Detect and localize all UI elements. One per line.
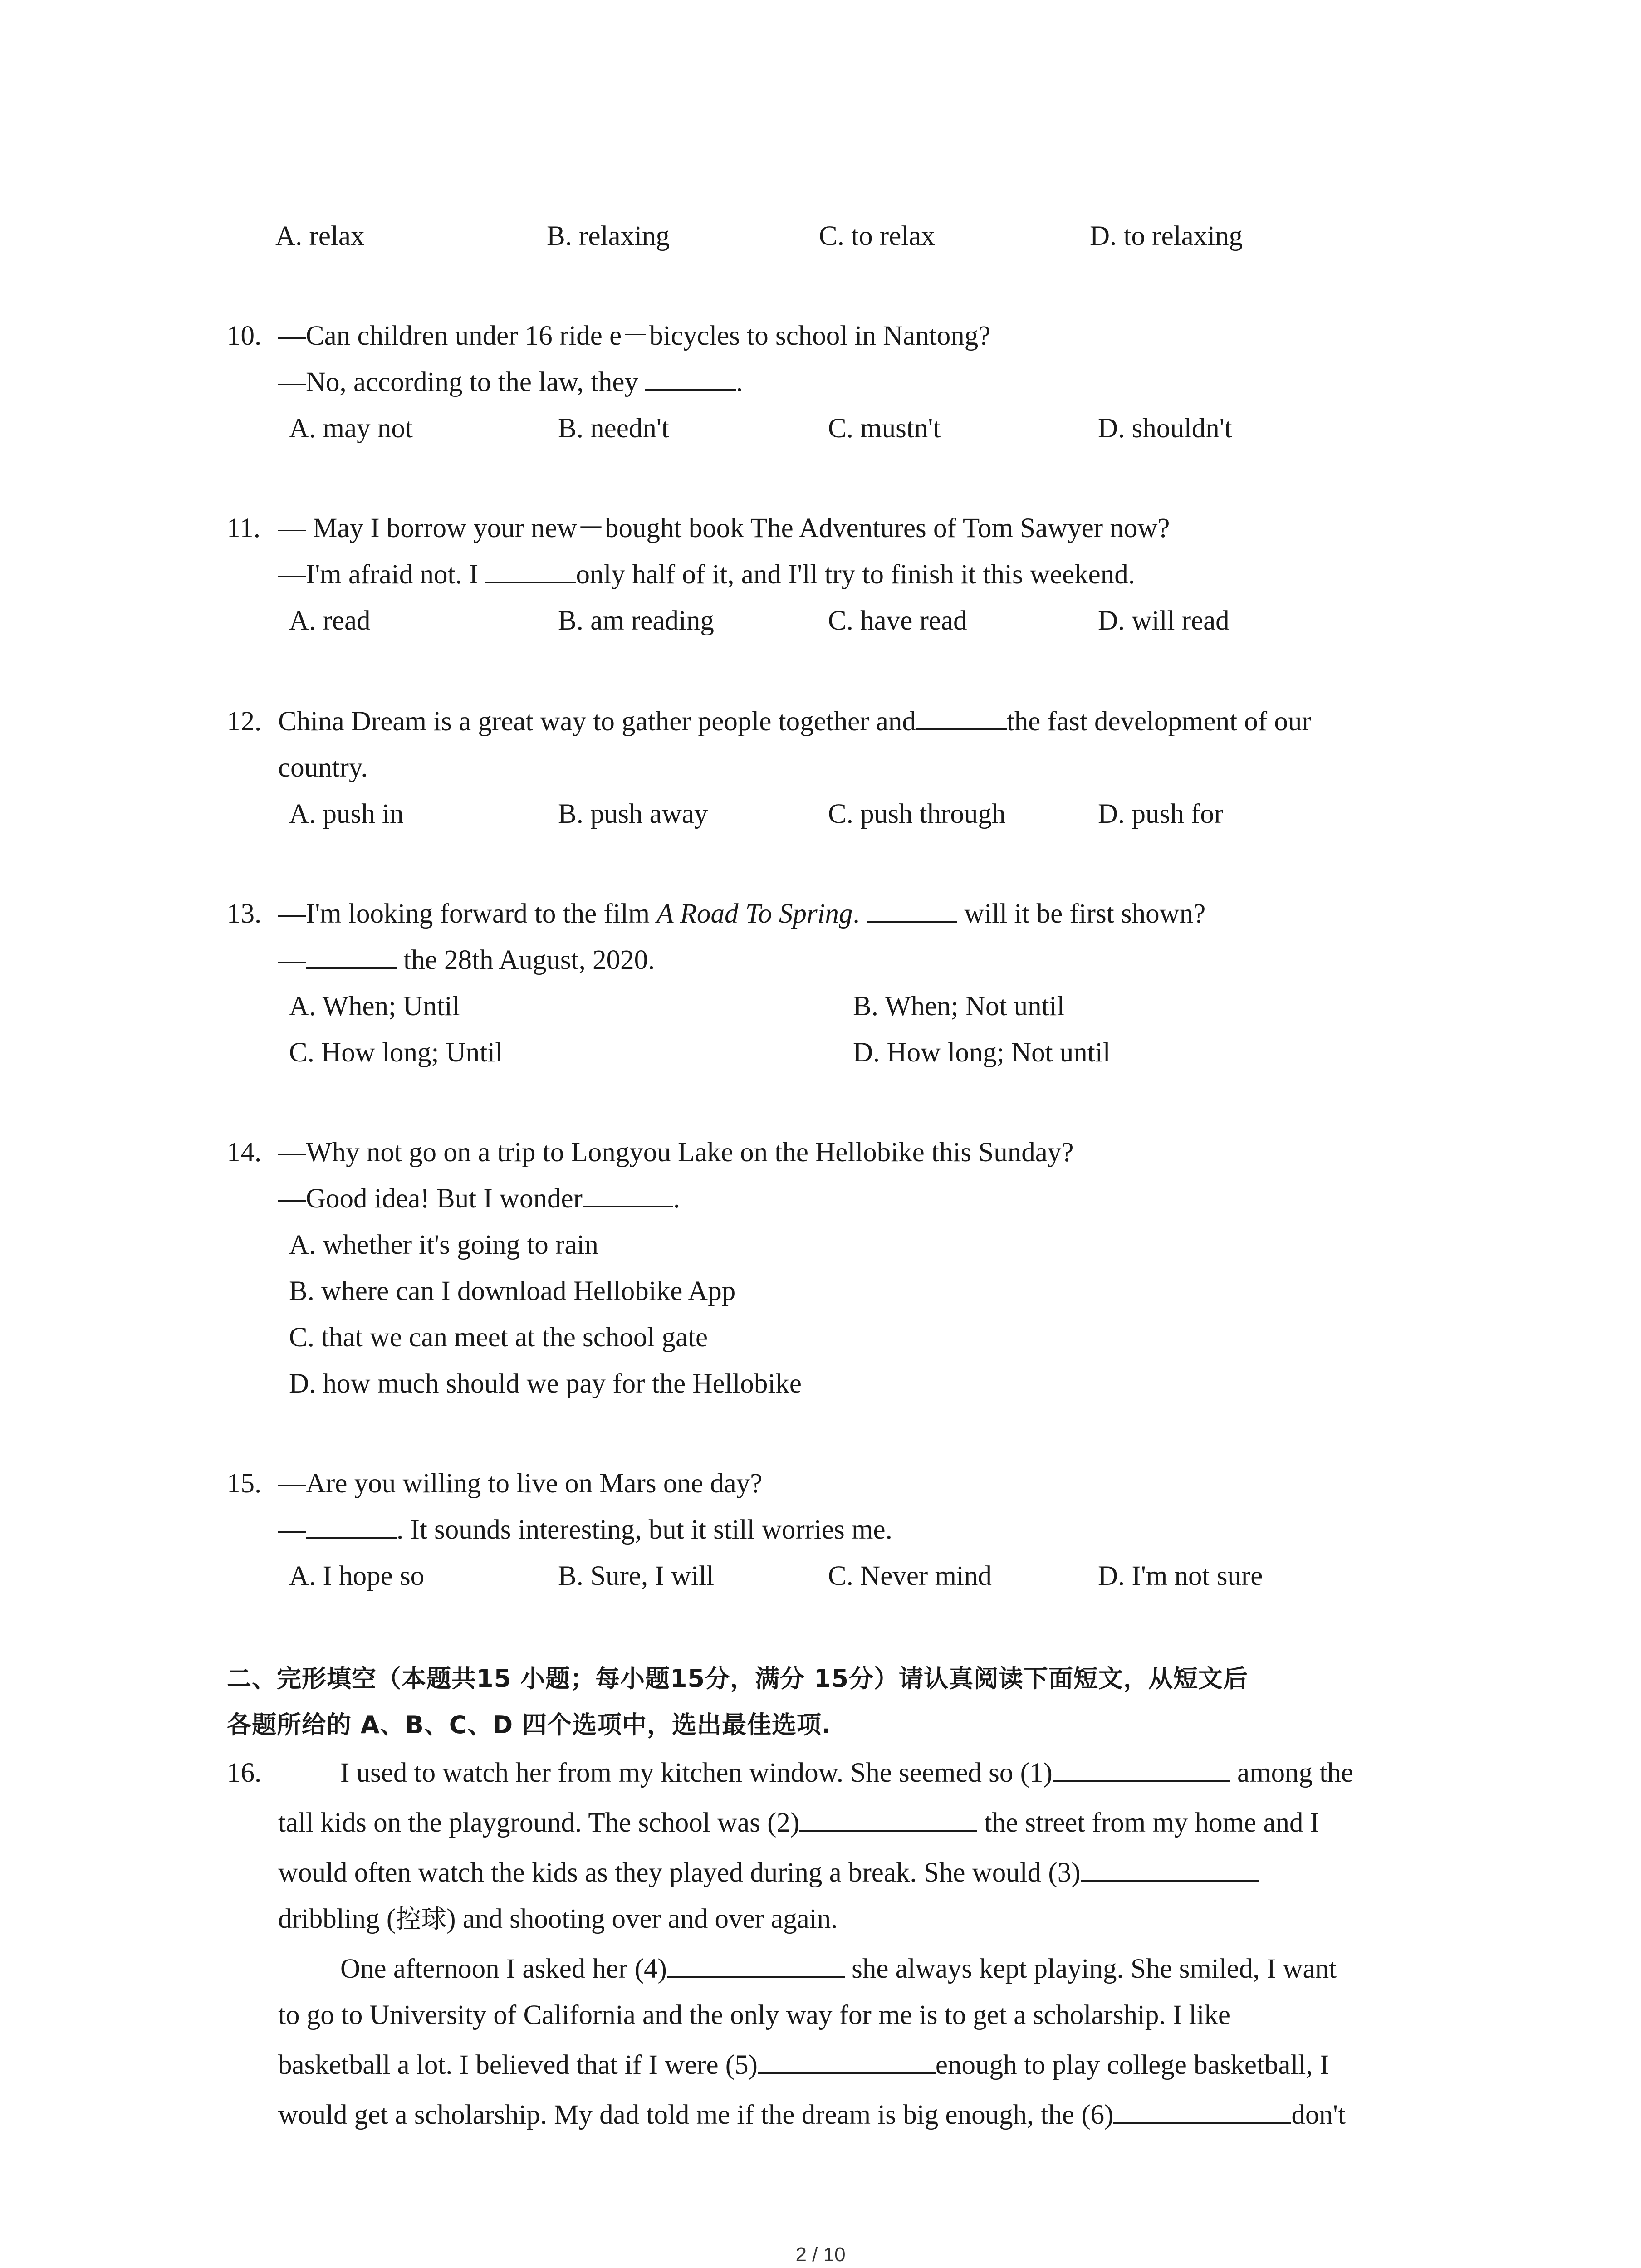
passage-line: to go to University of California and the only way for me is to get a scholarship. I like: [278, 2000, 1230, 2030]
q15-option-a[interactable]: A. I hope so: [289, 1561, 425, 1591]
q12-option-b[interactable]: B. push away: [558, 799, 708, 829]
question-prompt: —Why not go on a trip to Longyou Lake on the Hellobike this Sunday?: [278, 1137, 1074, 1168]
section-heading-line-1: 二、完形填空（本题共15 小题；每小题15分，满分 15分）请认真阅读下面短文，从短文后: [227, 1664, 1249, 1693]
passage-text: would often watch the kids as they played during a break. She would (3): [278, 1857, 1081, 1888]
q15-option-b[interactable]: B. Sure, I will: [558, 1561, 714, 1591]
question-answer-line: [278, 359, 743, 405]
passage-text: enough to play college basketball, I: [935, 2050, 1329, 2080]
cloze-blank-3[interactable]: [1081, 1852, 1259, 1882]
question-prompt: [278, 891, 1205, 937]
q13-option-c[interactable]: C. How long; Until: [289, 1037, 503, 1068]
question-prompt: [278, 699, 1311, 744]
passage-text: One afternoon I asked her (4): [340, 1954, 667, 1984]
cloze-blank-6[interactable]: [1113, 2094, 1291, 2124]
q14-option-c[interactable]: C. that we can meet at the school gate: [289, 1322, 708, 1353]
q14-option-d[interactable]: D. how much should we pay for the Hellobike: [289, 1369, 802, 1399]
q10-option-d[interactable]: D. shouldn't: [1098, 413, 1232, 444]
cloze-blank-4[interactable]: [667, 1948, 845, 1978]
answer-blank[interactable]: [306, 1509, 397, 1539]
question-answer-line: [278, 937, 655, 983]
q14-option-b[interactable]: B. where can I download Hellobike App: [289, 1276, 736, 1306]
passage-line: [278, 2042, 1329, 2088]
passage-line: [340, 1750, 1353, 1796]
answer-blank[interactable]: [306, 939, 397, 969]
prompt-text-middle: .: [852, 899, 867, 929]
q14-option-a[interactable]: A. whether it's going to rain: [289, 1230, 598, 1260]
answer-blank[interactable]: [645, 361, 736, 391]
answer-text-after: only half of it, and I'll try to finish it this weekend.: [576, 559, 1135, 590]
passage-line: [278, 2092, 1346, 2138]
passage-line: [278, 1896, 838, 1942]
passage-text: she always kept playing. She smiled, I want: [844, 1954, 1337, 1984]
q9-option-a[interactable]: A. relax: [275, 221, 365, 251]
question-answer-line: [278, 1507, 892, 1553]
prompt-text-before: China Dream is a great way to gather people together and: [278, 706, 916, 737]
page-indicator: 2 / 10: [795, 2244, 846, 2266]
q11-option-b[interactable]: B. am reading: [558, 606, 714, 636]
q10-option-c[interactable]: C. mustn't: [828, 413, 941, 444]
film-title: A Road To Spring: [656, 899, 853, 929]
chinese-gloss: 控球: [396, 1905, 447, 1934]
passage-text: I used to watch her from my kitchen window. She seemed so (1): [340, 1758, 1053, 1788]
passage-text: tall kids on the playground. The school was (2): [278, 1808, 800, 1838]
q10-option-b[interactable]: B. needn't: [558, 413, 669, 444]
answer-text-before: —: [278, 1515, 306, 1545]
q12-option-c[interactable]: C. push through: [828, 799, 1006, 829]
prompt-text-before: —I'm looking forward to the film: [278, 899, 657, 929]
question-number: 14.: [227, 1137, 262, 1168]
q11-option-c[interactable]: C. have read: [828, 606, 967, 636]
answer-text-after: the 28th August, 2020.: [397, 945, 655, 975]
question-prompt: —Are you willing to live on Mars one day?: [278, 1468, 763, 1499]
answer-text-after: .: [736, 367, 743, 397]
q12-option-a[interactable]: A. push in: [289, 799, 404, 829]
q10-option-a[interactable]: A. may not: [289, 413, 413, 444]
q11-option-d[interactable]: D. will read: [1098, 606, 1230, 636]
passage-text: don't: [1291, 2100, 1346, 2130]
answer-blank[interactable]: [867, 893, 957, 923]
q9-option-d[interactable]: D. to relaxing: [1090, 221, 1243, 251]
q13-option-d[interactable]: D. How long; Not until: [853, 1037, 1111, 1068]
passage-text: the street from my home and I: [977, 1808, 1320, 1838]
answer-text-before: —I'm afraid not. I: [278, 559, 485, 590]
q15-option-c[interactable]: C. Never mind: [828, 1561, 992, 1591]
prompt-text-after: will it be first shown?: [957, 899, 1206, 929]
question-prompt: — May I borrow your new－bought book The Adventures of Tom Sawyer now?: [278, 513, 1170, 543]
cloze-blank-2[interactable]: [799, 1802, 977, 1832]
answer-blank[interactable]: [583, 1178, 673, 1207]
question-number: 16.: [227, 1758, 262, 1788]
answer-text-before: —Good idea! But I wonder: [278, 1183, 583, 1214]
answer-text-after: . It sounds interesting, but it still worries me.: [397, 1515, 892, 1545]
passage-line: [340, 1946, 1337, 1992]
passage-text: basketball a lot. I believed that if I were (5): [278, 2050, 758, 2080]
question-number: 10.: [227, 321, 262, 351]
passage-text: would get a scholarship. My dad told me if the dream is big enough, the (6): [278, 2100, 1114, 2130]
prompt-text-after: the fast development of our: [1006, 706, 1311, 737]
question-answer-line: [278, 1176, 680, 1222]
answer-blank[interactable]: [485, 553, 576, 583]
question-number: 12.: [227, 706, 262, 737]
q13-option-a[interactable]: A. When; Until: [289, 991, 460, 1022]
section-heading-line-2: 各题所给的 A、B、C、D 四个选项中，选出最佳选项.: [227, 1711, 832, 1739]
q13-option-b[interactable]: B. When; Not until: [853, 991, 1065, 1022]
question-number: 15.: [227, 1468, 262, 1499]
q9-option-b[interactable]: B. relaxing: [547, 221, 670, 251]
passage-text: ) and shooting over and over again.: [446, 1904, 838, 1934]
answer-text-before: —: [278, 945, 306, 975]
question-number: 13.: [227, 899, 262, 929]
question-prompt: —Can children under 16 ride e－bicycles to school in Nantong?: [278, 321, 991, 351]
answer-text-after: .: [673, 1183, 681, 1214]
question-prompt-continued: country.: [278, 753, 368, 783]
q9-option-c[interactable]: C. to relax: [819, 221, 935, 251]
passage-text: among the: [1230, 1758, 1353, 1788]
q12-option-d[interactable]: D. push for: [1098, 799, 1224, 829]
answer-text-before: —No, according to the law, they: [278, 367, 646, 397]
cloze-blank-1[interactable]: [1053, 1752, 1230, 1782]
q11-option-a[interactable]: A. read: [289, 606, 371, 636]
q15-option-d[interactable]: D. I'm not sure: [1098, 1561, 1263, 1591]
question-answer-line: [278, 552, 1135, 597]
question-number: 11.: [227, 513, 260, 543]
cloze-blank-5[interactable]: [758, 2044, 936, 2074]
answer-blank[interactable]: [916, 700, 1007, 730]
passage-text: dribbling (: [278, 1904, 396, 1934]
passage-line: [278, 1800, 1319, 1846]
passage-line: [278, 1850, 1259, 1896]
